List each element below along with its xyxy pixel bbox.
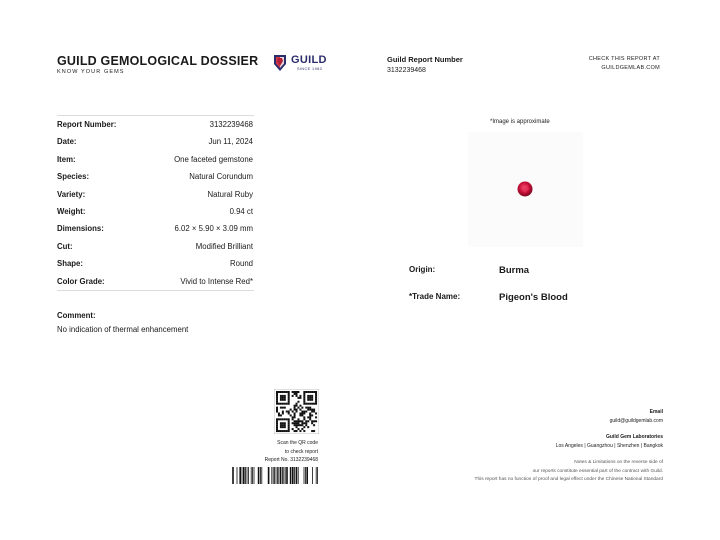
ruby-stone-icon [468, 132, 583, 247]
detail-label: Variety: [57, 189, 86, 199]
email-link[interactable]: guild@guildgemlab.com [609, 417, 663, 424]
qr-code-icon [274, 389, 319, 434]
detail-value: Vivid to Intense Red* [180, 276, 253, 286]
qr-caption-line: to check report [284, 448, 318, 455]
detail-value: Modified Brilliant [195, 241, 253, 251]
detail-row-cut [57, 238, 254, 255]
trade-name-label: *Trade Name: [409, 292, 461, 301]
details-table [57, 115, 254, 291]
detail-value: Natural Corundum [189, 172, 253, 182]
report-number-label: Guild Report Number [387, 55, 463, 64]
barcode-icon [230, 467, 318, 484]
detail-label: Weight: [57, 206, 86, 216]
lab-locations: Los Angeles | Guangzhou | Shenzhen | Bangkok [555, 442, 663, 449]
note-line: our reports constitute essential part of the contract with Guild. [532, 468, 663, 474]
detail-label: Item: [57, 154, 76, 164]
origin-label: Origin: [409, 265, 436, 274]
detail-row-shape [57, 255, 254, 272]
legal-notes [475, 459, 663, 485]
detail-value: One faceted gemstone [174, 154, 253, 164]
detail-value: 6.02 × 5.90 × 3.09 mm [174, 224, 253, 234]
barcode [230, 467, 318, 484]
shield-logo-icon [273, 54, 287, 72]
check-line-1: CHECK THIS REPORT AT [588, 56, 660, 62]
lab-name: Guild Gem Laboratories [606, 434, 663, 440]
note-line: Notes & Limitations on the reverse side of [574, 460, 663, 465]
detail-row-species [57, 168, 254, 185]
contact-block [556, 408, 663, 450]
detail-row-weight [57, 203, 254, 220]
tagline: KNOW YOUR GEMS [57, 69, 125, 75]
image-approx-note: *Image is approximate [490, 119, 550, 125]
detail-label: Report Number: [57, 120, 117, 129]
detail-label: Date: [57, 137, 77, 147]
detail-label: Color Grade: [57, 276, 105, 286]
comment-text: No indication of thermal enhancement [57, 325, 189, 334]
detail-label: Cut: [57, 241, 73, 251]
qr-code[interactable] [274, 389, 319, 434]
detail-value: 0.94 ct [229, 206, 253, 216]
origin-value: Burma [499, 265, 530, 276]
check-link[interactable]: GUILDGEMLAB.COM [601, 65, 660, 71]
detail-row-variety [57, 186, 254, 203]
detail-value: Natural Ruby [207, 189, 253, 199]
dossier-title: GUILD GEMOLOGICAL DOSSIER [57, 54, 259, 68]
detail-label: Shape: [57, 259, 83, 269]
qr-caption-line: Scan the QR code [277, 440, 318, 446]
qr-caption [254, 439, 318, 465]
guild-logo [273, 54, 333, 74]
detail-value: Round [230, 259, 253, 269]
note-line: This report has no function of proof and legal effect under the Chinese National Standard [474, 477, 663, 483]
gemstone-image [468, 132, 583, 247]
qr-caption-report: Report No. 3132239468 [264, 457, 318, 463]
detail-label: Dimensions: [57, 224, 104, 234]
logo-since: SINCE 1983 [297, 67, 323, 71]
detail-row-item [57, 151, 254, 168]
comment-label: Comment: [57, 311, 96, 320]
report-number-value: 3132239468 [387, 67, 426, 74]
logo-wordmark: GUILD [291, 54, 327, 66]
check-report-note [589, 55, 660, 73]
email-label: Email [649, 409, 663, 415]
detail-value: Jun 11, 2024 [208, 137, 253, 147]
table-bottom-rule [57, 290, 254, 291]
detail-row-report-number [57, 116, 254, 133]
detail-value: 3132239468 [209, 120, 253, 129]
detail-label: Species: [57, 172, 90, 182]
detail-row-date [57, 133, 254, 150]
detail-row-color-grade [57, 273, 254, 290]
detail-row-dimensions [57, 220, 254, 237]
trade-name-value: Pigeon's Blood [499, 292, 568, 303]
